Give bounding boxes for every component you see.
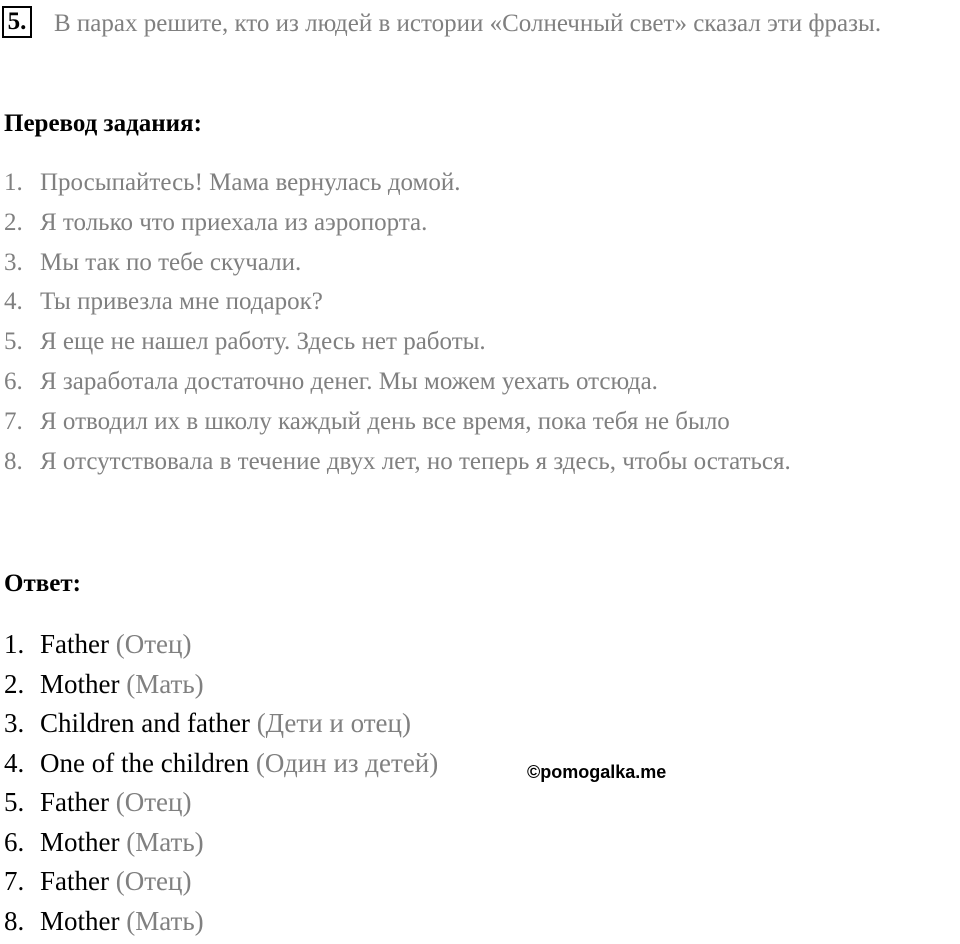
- answer-english: One of the children: [40, 748, 249, 778]
- item-number: 7.: [4, 865, 40, 897]
- answer-item: [4, 628, 438, 668]
- item-number: 6.: [4, 826, 40, 858]
- task-number-badge: 5.: [2, 6, 32, 38]
- item-text: Мы так по тебе скучали.: [40, 249, 301, 276]
- translation-item: [4, 208, 791, 248]
- item-number: 2.: [4, 208, 40, 238]
- item-number: 5.: [4, 786, 40, 818]
- answer-english: Father: [40, 629, 109, 659]
- translation-item: [4, 287, 791, 327]
- answer-english: Mother: [40, 669, 119, 699]
- translation-heading: Перевод задания:: [4, 110, 202, 138]
- answer-english: Mother: [40, 827, 119, 857]
- answer-russian: (Дети и отец): [257, 708, 411, 738]
- answer-heading: Ответ:: [4, 570, 81, 598]
- item-number: 4.: [4, 747, 40, 779]
- item-number: 5.: [4, 327, 40, 357]
- answer-russian: (Отец): [116, 787, 192, 817]
- answer-item: [4, 707, 438, 747]
- translation-item: [4, 367, 791, 407]
- item-number: 7.: [4, 407, 40, 437]
- answer-russian: (Отец): [116, 629, 192, 659]
- answer-item: [4, 747, 438, 787]
- item-text: Я еще не нашел работу. Здесь нет работы.: [40, 328, 486, 355]
- answer-russian: (Мать): [126, 906, 203, 936]
- task-text: В парах решите, кто из людей в истории «Солнечный свет» сказал эти фразы.: [54, 10, 881, 37]
- answer-russian: (Отец): [116, 866, 192, 896]
- answer-english: Father: [40, 787, 109, 817]
- answer-english: Children and father: [40, 708, 250, 738]
- watermark: ©pomogalka.me: [527, 762, 666, 783]
- answer-russian: (Мать): [126, 669, 203, 699]
- item-number: 4.: [4, 287, 40, 317]
- answer-english: Father: [40, 866, 109, 896]
- answer-item: [4, 826, 438, 866]
- item-number: 3.: [4, 707, 40, 739]
- translation-list: [4, 168, 791, 486]
- item-text: Я отсутствовала в течение двух лет, но теперь я здесь, чтобы остаться.: [40, 448, 791, 475]
- item-text: Я только что приехала из аэропорта.: [40, 209, 427, 236]
- item-text: Ты привезла мне подарок?: [40, 288, 323, 315]
- answer-russian: (Один из детей): [256, 748, 438, 778]
- item-number: 2.: [4, 668, 40, 700]
- item-number: 1.: [4, 168, 40, 198]
- answer-item: [4, 786, 438, 826]
- translation-item: [4, 407, 791, 447]
- item-text: Просыпайтесь! Мама вернулась домой.: [40, 169, 461, 196]
- item-number: 1.: [4, 628, 40, 660]
- answer-item: [4, 865, 438, 905]
- answer-item: [4, 905, 438, 944]
- task-statement: [2, 4, 952, 44]
- item-text: Я отводил их в школу каждый день все время, пока тебя не было: [40, 408, 730, 435]
- item-number: 8.: [4, 447, 40, 477]
- translation-item: [4, 248, 791, 288]
- item-text: Я заработала достаточно денег. Мы можем уехать отсюда.: [40, 368, 658, 395]
- answer-russian: (Мать): [126, 827, 203, 857]
- translation-item: [4, 447, 791, 487]
- answer-list: [4, 628, 438, 944]
- translation-item: [4, 327, 791, 367]
- answer-item: [4, 668, 438, 708]
- item-number: 6.: [4, 367, 40, 397]
- item-number: 8.: [4, 905, 40, 937]
- answer-english: Mother: [40, 906, 119, 936]
- translation-item: [4, 168, 791, 208]
- item-number: 3.: [4, 248, 40, 278]
